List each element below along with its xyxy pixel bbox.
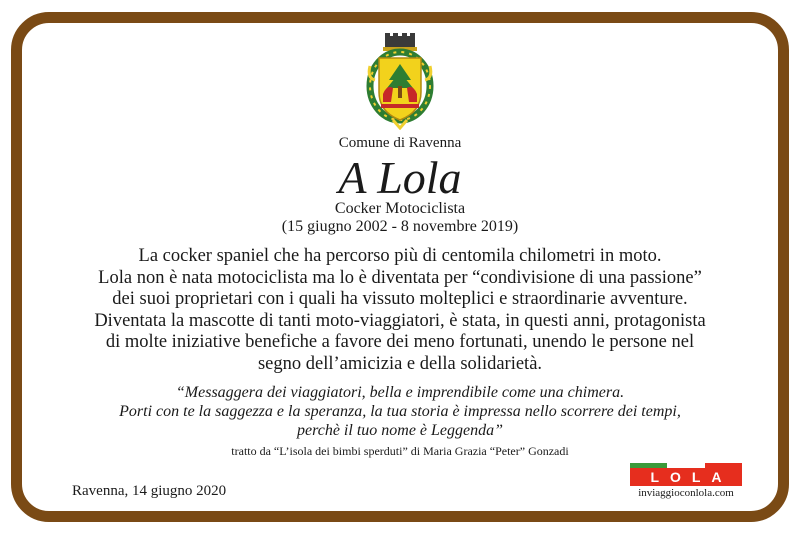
subtitle-dates: (15 giugno 2002 - 8 novembre 2019) xyxy=(281,218,519,235)
page-title: A Lola xyxy=(338,152,462,203)
logo-word: LOLA xyxy=(630,468,742,486)
ravenna-crest-icon xyxy=(365,32,435,130)
dedication-line: dei suoi proprietari con i quali ha vissuto molteplici e straordinarie avventure. xyxy=(112,289,688,309)
comune-label: Comune di Ravenna xyxy=(338,135,462,151)
dedication-line: Lola non è nata motociclista ma lo è diventata per “condivisione di una passione” xyxy=(98,267,702,288)
lola-logo[interactable] xyxy=(630,463,742,501)
quote-line: “Messaggera dei viaggiatori, bella e imprendibile come una chimera. xyxy=(175,384,625,401)
quote-source: tratto da “L’isola dei bimbi sperduti” di Maria Grazia “Peter” Gonzadi xyxy=(231,444,569,458)
logo-url-link[interactable]: inviaggioconlola.com xyxy=(638,487,734,499)
subtitle-block xyxy=(0,200,800,236)
dedication-line: di molte iniziative benefiche a favore dei meno fortunati, unendo le persone nel xyxy=(105,332,695,352)
dedication-text xyxy=(40,246,760,375)
quote-block xyxy=(40,383,760,440)
quote-line: Porti con te la saggezza e la speranza, la tua storia è impressa nello scorrere dei tempi, xyxy=(119,403,681,420)
subtitle-role: Cocker Motociclista xyxy=(334,200,466,217)
dedication-line: segno dell’amicizia e della solidarietà. xyxy=(257,353,543,374)
dedication-line: La cocker spaniel che ha percorso più di centomila chilometri in moto. xyxy=(138,246,662,266)
place-date: Ravenna, 14 giugno 2020 xyxy=(72,483,227,499)
quote-line: perchè il tuo nome è Leggenda” xyxy=(296,422,504,439)
dedication-line: Diventata la mascotte di tanti moto-viaggiatori, è stata, in questi anni, protagonista xyxy=(94,310,706,331)
